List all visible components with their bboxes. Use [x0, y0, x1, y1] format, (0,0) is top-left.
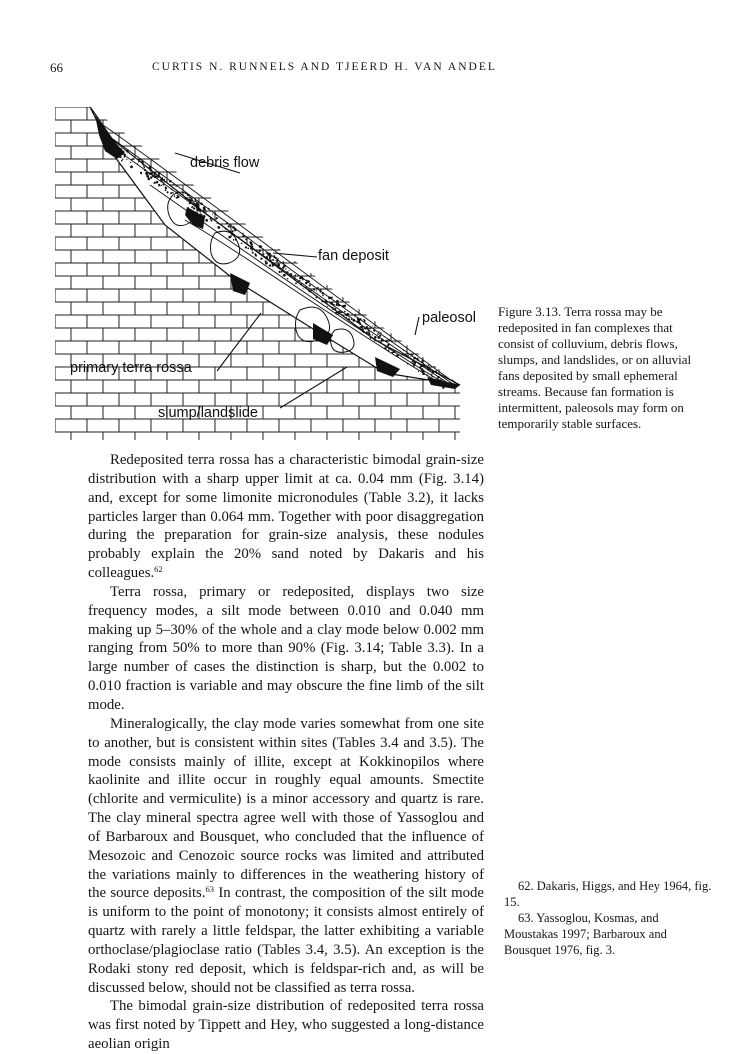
- stipple-dot: [359, 323, 361, 325]
- stipple-dot: [208, 208, 210, 210]
- stipple-dot: [252, 251, 254, 253]
- stipple-dot: [406, 356, 407, 357]
- stipple-dot: [436, 373, 437, 374]
- stipple-dot: [124, 156, 125, 157]
- running-head: CURTIS N. RUNNELS AND TJEERD H. VAN ANDEL: [152, 61, 497, 73]
- stipple-dot: [164, 179, 165, 180]
- stipple-dot: [126, 150, 129, 153]
- stipple-dot: [277, 258, 279, 260]
- stipple-dot: [364, 320, 366, 322]
- stipple-dot: [431, 373, 432, 374]
- stipple-dot: [200, 203, 203, 206]
- stipple-dot: [309, 284, 311, 286]
- stipple-dot: [259, 250, 261, 252]
- stipple-dot: [161, 178, 163, 180]
- stipple-dot: [189, 199, 190, 200]
- stipple-dot: [321, 300, 323, 302]
- stipple-dot: [315, 297, 317, 299]
- stipple-dot: [379, 335, 381, 337]
- stipple-dot: [411, 361, 413, 363]
- stipple-dot: [357, 321, 360, 324]
- stipple-dot: [169, 184, 171, 186]
- stipple-dot: [138, 161, 139, 162]
- stipple-dot: [162, 184, 164, 186]
- note-ref-62: 62: [154, 564, 163, 575]
- stipple-dot: [331, 297, 333, 299]
- stipple-dot: [211, 220, 213, 222]
- stipple-dot: [388, 350, 389, 351]
- stipple-dot: [418, 360, 419, 361]
- paragraph-1-text: Redeposited terra rossa has a characteristic bimodal grain-size distribution with a sharp upper limit at ca. 0.04 mm (Fig. 3.14) and, except for some limonite micronodules (Table 3.2), it lacks particles larger than 0.064 mm. Together with poor disaggregation during the preparation for grain-size analysis, these nodules probably explain the 20% sand noted by Dakaris and his colleagues.: [88, 452, 484, 582]
- stipple-dot: [427, 368, 430, 371]
- stipple-dot: [384, 347, 386, 349]
- stipple-dot: [369, 328, 371, 330]
- stipple-dot: [287, 278, 289, 280]
- stipple-dot: [426, 375, 428, 377]
- stipple-dot: [216, 218, 218, 220]
- stipple-dot: [374, 336, 377, 339]
- stipple-dot: [322, 295, 324, 297]
- stipple-dot: [121, 160, 123, 162]
- stipple-dot: [373, 330, 375, 332]
- stipple-dot: [305, 286, 307, 288]
- stipple-dot: [303, 288, 304, 289]
- stipple-dot: [283, 264, 286, 267]
- stipple-dot: [188, 207, 189, 208]
- stipple-dot: [416, 359, 418, 361]
- stipple-dot: [266, 256, 269, 259]
- stipple-dot: [251, 246, 253, 248]
- stipple-dot: [148, 178, 151, 181]
- footnote-62: 62. Dakaris, Higgs, and Hey 1964, fig. 15.: [504, 879, 712, 909]
- stipple-dot: [132, 166, 133, 167]
- stipple-dot: [444, 376, 445, 377]
- stipple-dot: [285, 268, 286, 269]
- page-number: 66: [50, 60, 63, 75]
- paragraph-3: [88, 715, 484, 998]
- stipple-dot: [336, 300, 339, 303]
- paragraph-4: The bimodal grain-size distribution of redeposited terra rossa was first noted by Tippett and Hey, who suggested a long-distance aeolian origin: [88, 998, 484, 1053]
- stipple-dot: [354, 316, 355, 317]
- stipple-dot: [177, 190, 178, 191]
- stipple-dot: [126, 159, 127, 160]
- stipple-dot: [185, 197, 187, 199]
- primary-terra-rossa-pockets: [95, 115, 460, 389]
- stipple-dot: [380, 332, 382, 334]
- stipple-dot: [251, 249, 253, 251]
- stipple-dot: [434, 371, 436, 373]
- stipple-dot: [228, 225, 230, 227]
- stipple-dot: [154, 174, 156, 176]
- stipple-dot: [354, 314, 356, 316]
- stipple-dot: [427, 373, 428, 374]
- stipple-dot: [299, 280, 300, 281]
- stipple-dot: [366, 331, 368, 333]
- stipple-dot: [341, 311, 343, 313]
- stipple-dot: [131, 158, 133, 160]
- stipple-dot: [156, 181, 159, 184]
- stipple-dot: [283, 275, 284, 276]
- stipple-dot: [210, 218, 212, 220]
- stipple-dot: [232, 230, 234, 232]
- stipple-dot: [282, 261, 284, 263]
- stipple-dot: [320, 289, 322, 291]
- stipple-dot: [276, 265, 277, 266]
- stipple-dot: [163, 181, 164, 182]
- stipple-dot: [274, 256, 276, 258]
- stipple-dot: [438, 378, 439, 379]
- stipple-dot: [138, 159, 140, 161]
- stipple-dot: [157, 174, 159, 176]
- stipple-dot: [428, 365, 430, 367]
- stipple-dot: [155, 175, 157, 177]
- stipple-dot: [374, 340, 375, 341]
- stipple-dot: [372, 334, 373, 335]
- stipple-dot: [388, 348, 389, 349]
- stipple-dot: [362, 330, 364, 332]
- stipple-dot: [205, 211, 207, 213]
- stipple-dot: [325, 300, 327, 302]
- footnotes: [504, 878, 714, 958]
- stipple-dot: [338, 311, 341, 314]
- stipple-dot: [150, 169, 152, 171]
- stipple-dot: [411, 354, 413, 356]
- stipple-dot: [266, 262, 268, 264]
- figure-caption: Figure 3.13. Terra rossa may be redeposited in fan complexes that consist of colluvium, debris flows, slumps, and landslides, or on alluvial fans deposited by small ephemeral streams. Because fan formation is intermittent, paleosols may form on temporarily stable surfaces.: [498, 304, 692, 431]
- stipple-dot: [377, 333, 379, 335]
- label-fan-deposit: fan deposit: [318, 248, 389, 264]
- stipple-dot: [421, 360, 424, 363]
- stipple-dot: [295, 275, 296, 276]
- stipple-dot: [403, 350, 404, 351]
- stipple-dot: [149, 166, 151, 168]
- stipple-dot: [155, 172, 156, 173]
- stipple-dot: [423, 364, 425, 366]
- stipple-dot: [300, 283, 302, 285]
- stipple-dot: [152, 175, 154, 177]
- stipple-dot: [407, 355, 408, 356]
- stipple-dot: [205, 219, 208, 222]
- stipple-dot: [195, 199, 197, 201]
- stipple-dot: [229, 235, 231, 237]
- stipple-dot: [165, 189, 167, 191]
- slope-cross-section-diagram: [55, 95, 495, 440]
- stipple-dot: [217, 226, 220, 229]
- stipple-dot: [366, 327, 368, 329]
- label-primary-terra-rossa: primary terra rossa: [70, 360, 192, 376]
- stipple-dot: [388, 339, 390, 341]
- stipple-dot: [385, 340, 387, 342]
- stipple-dot: [122, 158, 124, 160]
- stipple-dot: [224, 220, 225, 221]
- stipple-dot: [306, 280, 308, 282]
- stipple-dot: [368, 331, 369, 332]
- stipple-dot: [145, 170, 146, 171]
- stipple-dot: [381, 339, 384, 342]
- stipple-dot: [214, 213, 216, 215]
- paragraph-3a-text: Mineralogically, the clay mode varies somewhat from one site to another, but is consistent within sites (Tables 3.4 and 3.5). The mode consists mainly of illite, except at Kokkinopilos where kaolinite and illite occur in roughly equal amounts. Smectite (chlorite and vermiculite) is a minor accessory and quartz is rare. The clay mineral spectra agree well with those of Yassoglou and of Barbaroux and Bousquet, who concluded that the influence of Mesozoic and Cenozoic source rocks was limited and attributed the variations mainly to differences in the weathering history of the source deposits.: [88, 715, 484, 902]
- stipple-dot: [268, 253, 270, 255]
- stipple-dot: [347, 313, 349, 315]
- stipple-dot: [286, 271, 288, 273]
- stipple-dot: [330, 302, 333, 305]
- stipple-dot: [361, 326, 363, 328]
- stipple-dot: [165, 186, 167, 188]
- stipple-dot: [193, 207, 195, 209]
- stipple-dot: [422, 370, 425, 373]
- stipple-dot: [338, 303, 339, 304]
- stipple-dot: [276, 260, 277, 261]
- stipple-dot: [380, 342, 381, 343]
- stipple-dot: [414, 362, 417, 365]
- stipple-dot: [336, 304, 338, 306]
- stipple-dot: [238, 236, 239, 237]
- stipple-dot: [233, 239, 235, 241]
- stipple-dot: [281, 271, 283, 273]
- stipple-dot: [169, 180, 172, 183]
- stipple-dot: [232, 226, 235, 229]
- stipple-dot: [414, 366, 415, 367]
- stipple-dot: [234, 229, 237, 232]
- stipple-dot: [272, 259, 274, 261]
- stipple-dot: [333, 307, 334, 308]
- stipple-dot: [189, 202, 191, 204]
- stipple-dot: [347, 321, 348, 322]
- stipple-dot: [365, 323, 367, 325]
- stipple-dot: [396, 355, 398, 357]
- stipple-dot: [407, 363, 409, 365]
- stipple-dot: [387, 344, 389, 346]
- stipple-dot: [141, 173, 142, 174]
- stipple-dot: [384, 336, 385, 337]
- stipple-dot: [335, 312, 338, 315]
- stipple-dot: [317, 293, 318, 294]
- stipple-dot: [322, 292, 324, 294]
- stipple-dot: [328, 297, 331, 300]
- stipple-dot: [404, 354, 405, 355]
- note-ref-63: 63: [205, 884, 215, 895]
- stipple-dot: [151, 172, 153, 174]
- stipple-dot: [158, 172, 160, 174]
- stipple-dot: [173, 184, 174, 185]
- stipple-dot: [295, 282, 297, 284]
- stipple-dot: [171, 188, 173, 190]
- stipple-dot: [429, 370, 431, 372]
- stipple-dot: [316, 290, 317, 291]
- stipple-dot: [338, 304, 340, 306]
- stipple-dot: [276, 262, 278, 264]
- stipple-dot: [255, 255, 257, 257]
- stipple-dot: [289, 270, 290, 271]
- stipple-dot: [378, 331, 379, 332]
- label-slump-landslide: slump/landslide: [158, 405, 258, 421]
- stipple-dot: [353, 319, 356, 322]
- stipple-dot: [302, 279, 303, 280]
- stipple-dot: [272, 264, 274, 266]
- stipple-dot: [368, 330, 369, 331]
- stipple-dot: [266, 252, 267, 253]
- stipple-dot: [372, 326, 373, 327]
- stipple-dot: [140, 161, 141, 162]
- stipple-dot: [400, 351, 401, 352]
- stipple-dot: [175, 186, 176, 187]
- stipple-dot: [437, 376, 439, 378]
- stipple-dot: [160, 176, 161, 177]
- stipple-dot: [194, 201, 195, 202]
- stipple-dot: [370, 334, 371, 335]
- stipple-dot: [395, 342, 396, 343]
- stipple-dot: [245, 246, 247, 248]
- stipple-dot: [293, 278, 295, 280]
- stipple-dot: [418, 371, 419, 372]
- stipple-dot: [174, 195, 176, 197]
- stipple-dot: [144, 167, 145, 168]
- stipple-dot: [250, 243, 252, 245]
- stipple-dot: [371, 337, 372, 338]
- stipple-dot: [301, 276, 304, 279]
- stipple-dot: [413, 357, 416, 360]
- figure-3-13: [55, 95, 495, 440]
- stipple-dot: [280, 268, 281, 269]
- stipple-dot: [177, 195, 178, 196]
- stipple-dot: [212, 214, 213, 215]
- paragraph-1: [88, 451, 484, 583]
- stipple-dot: [278, 264, 280, 266]
- stipple-dot: [137, 163, 138, 164]
- stipple-dot: [390, 340, 391, 341]
- stipple-dot: [200, 212, 201, 213]
- stipple-dot: [241, 242, 243, 244]
- stipple-dot: [146, 175, 149, 178]
- stipple-dot: [348, 318, 350, 320]
- stipple-dot: [259, 245, 262, 248]
- stipple-dot: [158, 185, 159, 186]
- stipple-dot: [393, 351, 395, 353]
- stipple-dot: [327, 306, 328, 307]
- stipple-dot: [133, 158, 135, 160]
- stipple-dot: [269, 255, 272, 258]
- stipple-dot: [230, 226, 232, 228]
- stipple-dot: [245, 238, 247, 240]
- stipple-dot: [217, 223, 218, 224]
- stipple-dot: [313, 288, 315, 290]
- stipple-dot: [309, 281, 311, 283]
- stipple-dot: [242, 233, 243, 234]
- stipple-dot: [305, 282, 308, 285]
- stipple-dot: [124, 154, 126, 156]
- stipple-dot: [260, 258, 262, 260]
- stipple-dot: [338, 313, 339, 314]
- body-text: [88, 451, 484, 1054]
- stipple-dot: [230, 231, 231, 232]
- stipple-dot: [273, 255, 274, 256]
- stipple-dot: [216, 215, 217, 216]
- stipple-dot: [278, 271, 280, 273]
- stipple-dot: [167, 191, 169, 193]
- stipple-dot: [410, 356, 411, 357]
- stipple-dot: [335, 308, 337, 310]
- stipple-dot: [247, 248, 249, 250]
- stipple-dot: [191, 206, 193, 208]
- stipple-dot: [269, 259, 271, 261]
- fan-complex: [90, 107, 460, 385]
- stipple-dot: [398, 355, 399, 356]
- stipple-dot: [344, 311, 346, 313]
- stipple-dot: [148, 172, 151, 175]
- stipple-dot: [226, 222, 228, 224]
- stipple-dot: [150, 176, 152, 178]
- label-paleosol: paleosol: [422, 310, 477, 326]
- stipple-dot: [351, 319, 352, 320]
- label-debris-flow: debris flow: [190, 155, 260, 171]
- stipple-dot: [242, 235, 244, 237]
- stipple-dot: [160, 185, 162, 187]
- stipple-dot: [203, 208, 206, 211]
- stipple-dot: [401, 355, 402, 356]
- stipple-dot: [317, 287, 319, 289]
- stipple-dot: [143, 165, 144, 166]
- stipple-dot: [172, 192, 174, 194]
- stipple-dot: [263, 249, 264, 250]
- stipple-dot: [154, 182, 156, 184]
- stipple-dot: [432, 376, 434, 378]
- stipple-dot: [343, 305, 345, 307]
- footnote-63: 63. Yassoglou, Kosmas, and Moustakas 1997; Barbaroux and Bousquet 1976, fig. 3.: [504, 911, 667, 957]
- paragraph-3b-text: In contrast, the composition of the silt mode is uniform to the point of monotony; it consists almost entirely of quartz with rarely a little feldspar, the latter exhibiting a variable orthoclase/plagioclase ratio (Tables 3.4, 3.5). An exception is the Rodaki stony red deposit, which is feldspar-rich and, as will be discussed below, should not be classified as terra rossa.: [88, 885, 484, 996]
- stipple-dot: [269, 265, 271, 267]
- stipple-dot: [130, 162, 131, 163]
- stipple-dot: [359, 326, 360, 327]
- stipple-dot: [346, 317, 347, 318]
- stipple-dot: [308, 290, 310, 292]
- paragraph-2: Terra rossa, primary or redeposited, displays two size frequency modes, a silt mode between 0.010 and 0.040 mm making up 5–30% of the whole and a clay mode below 0.002 mm ranging from 50% to more than 90% (Fig. 3.14; Table 3.3). In a large number of cases the distinction is sharp, but the 0.002 to 0.010 fraction is variable and may obscure the fine limb of the silt mode.: [88, 583, 484, 713]
- stipple-dot: [297, 281, 299, 283]
- stipple-dot: [141, 161, 144, 164]
- stipple-dot: [359, 318, 361, 320]
- stipple-dot: [420, 364, 423, 367]
- stipple-dot: [170, 192, 172, 194]
- stipple-dot: [200, 210, 202, 212]
- stipple-dot: [263, 253, 264, 254]
- stipple-dot: [225, 228, 227, 230]
- stipple-dot: [333, 304, 335, 306]
- stipple-dot: [289, 273, 292, 276]
- stipple-dot: [196, 202, 198, 204]
- stipple-dot: [332, 309, 333, 310]
- stipple-dot: [320, 291, 322, 293]
